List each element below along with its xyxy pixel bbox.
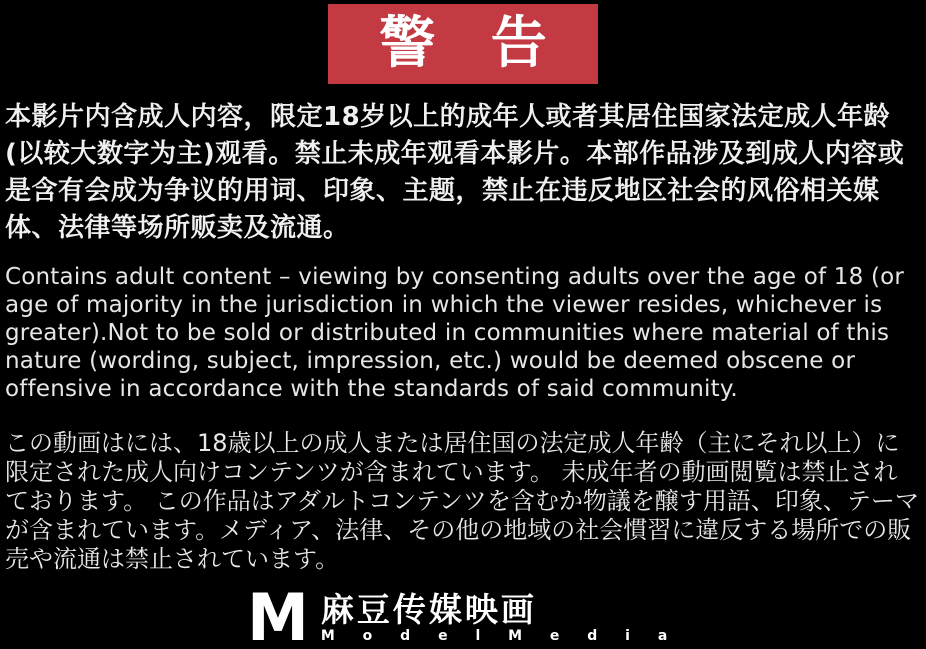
logo-m-mark-icon: M [247, 579, 309, 649]
logo-names [320, 589, 679, 645]
disclaimer-paragraph-english: Contains adult content – viewing by consenting adults over the age of 18 (or age of majority in the jurisdiction in which the viewer resides, whichever is greater).Not to be sold or distributed in communities where material of this nature (wording, subject, impression, etc.) would be deemed obscene or offensive in accordance with the standards of said community. [5, 264, 905, 402]
logo-name-english: M o d e l M e d i a [320, 628, 679, 645]
banner-row [0, 0, 926, 84]
warning-banner: 警 告 [328, 4, 598, 84]
disclaimer-paragraph-chinese: 本影片内含成人内容，限定18岁以上的成年人或者其居住国家法定成人年龄(以较大数字为主)观看。禁止未成年观看本影片。本部作品涉及到成人内容或是含有会成为争议的用词、印象、主题，禁止在违反地区社会的风俗相关媒体、法律等场所贩卖及流通。 [5, 102, 905, 243]
disclaimer-paragraph-japanese: この動画はには、18歳以上の成人または居住国の法定成人年齢（主にそれ以上）に限定された成人向けコンテンツが含まれています。 未成年者の動画閲覧は禁止されております。 この作品はアダルトコンテンツを含むか物議を醸す用語、印象、テーマが含まれています。メディア、法律、その他の地域の社会慣習に違反する場所での販売や流通は禁止されています。 [5, 429, 919, 573]
disclaimer-text-area [0, 99, 926, 574]
logo-name-chinese: 麻豆传媒映画 [320, 589, 537, 629]
studio-logo [0, 579, 926, 649]
